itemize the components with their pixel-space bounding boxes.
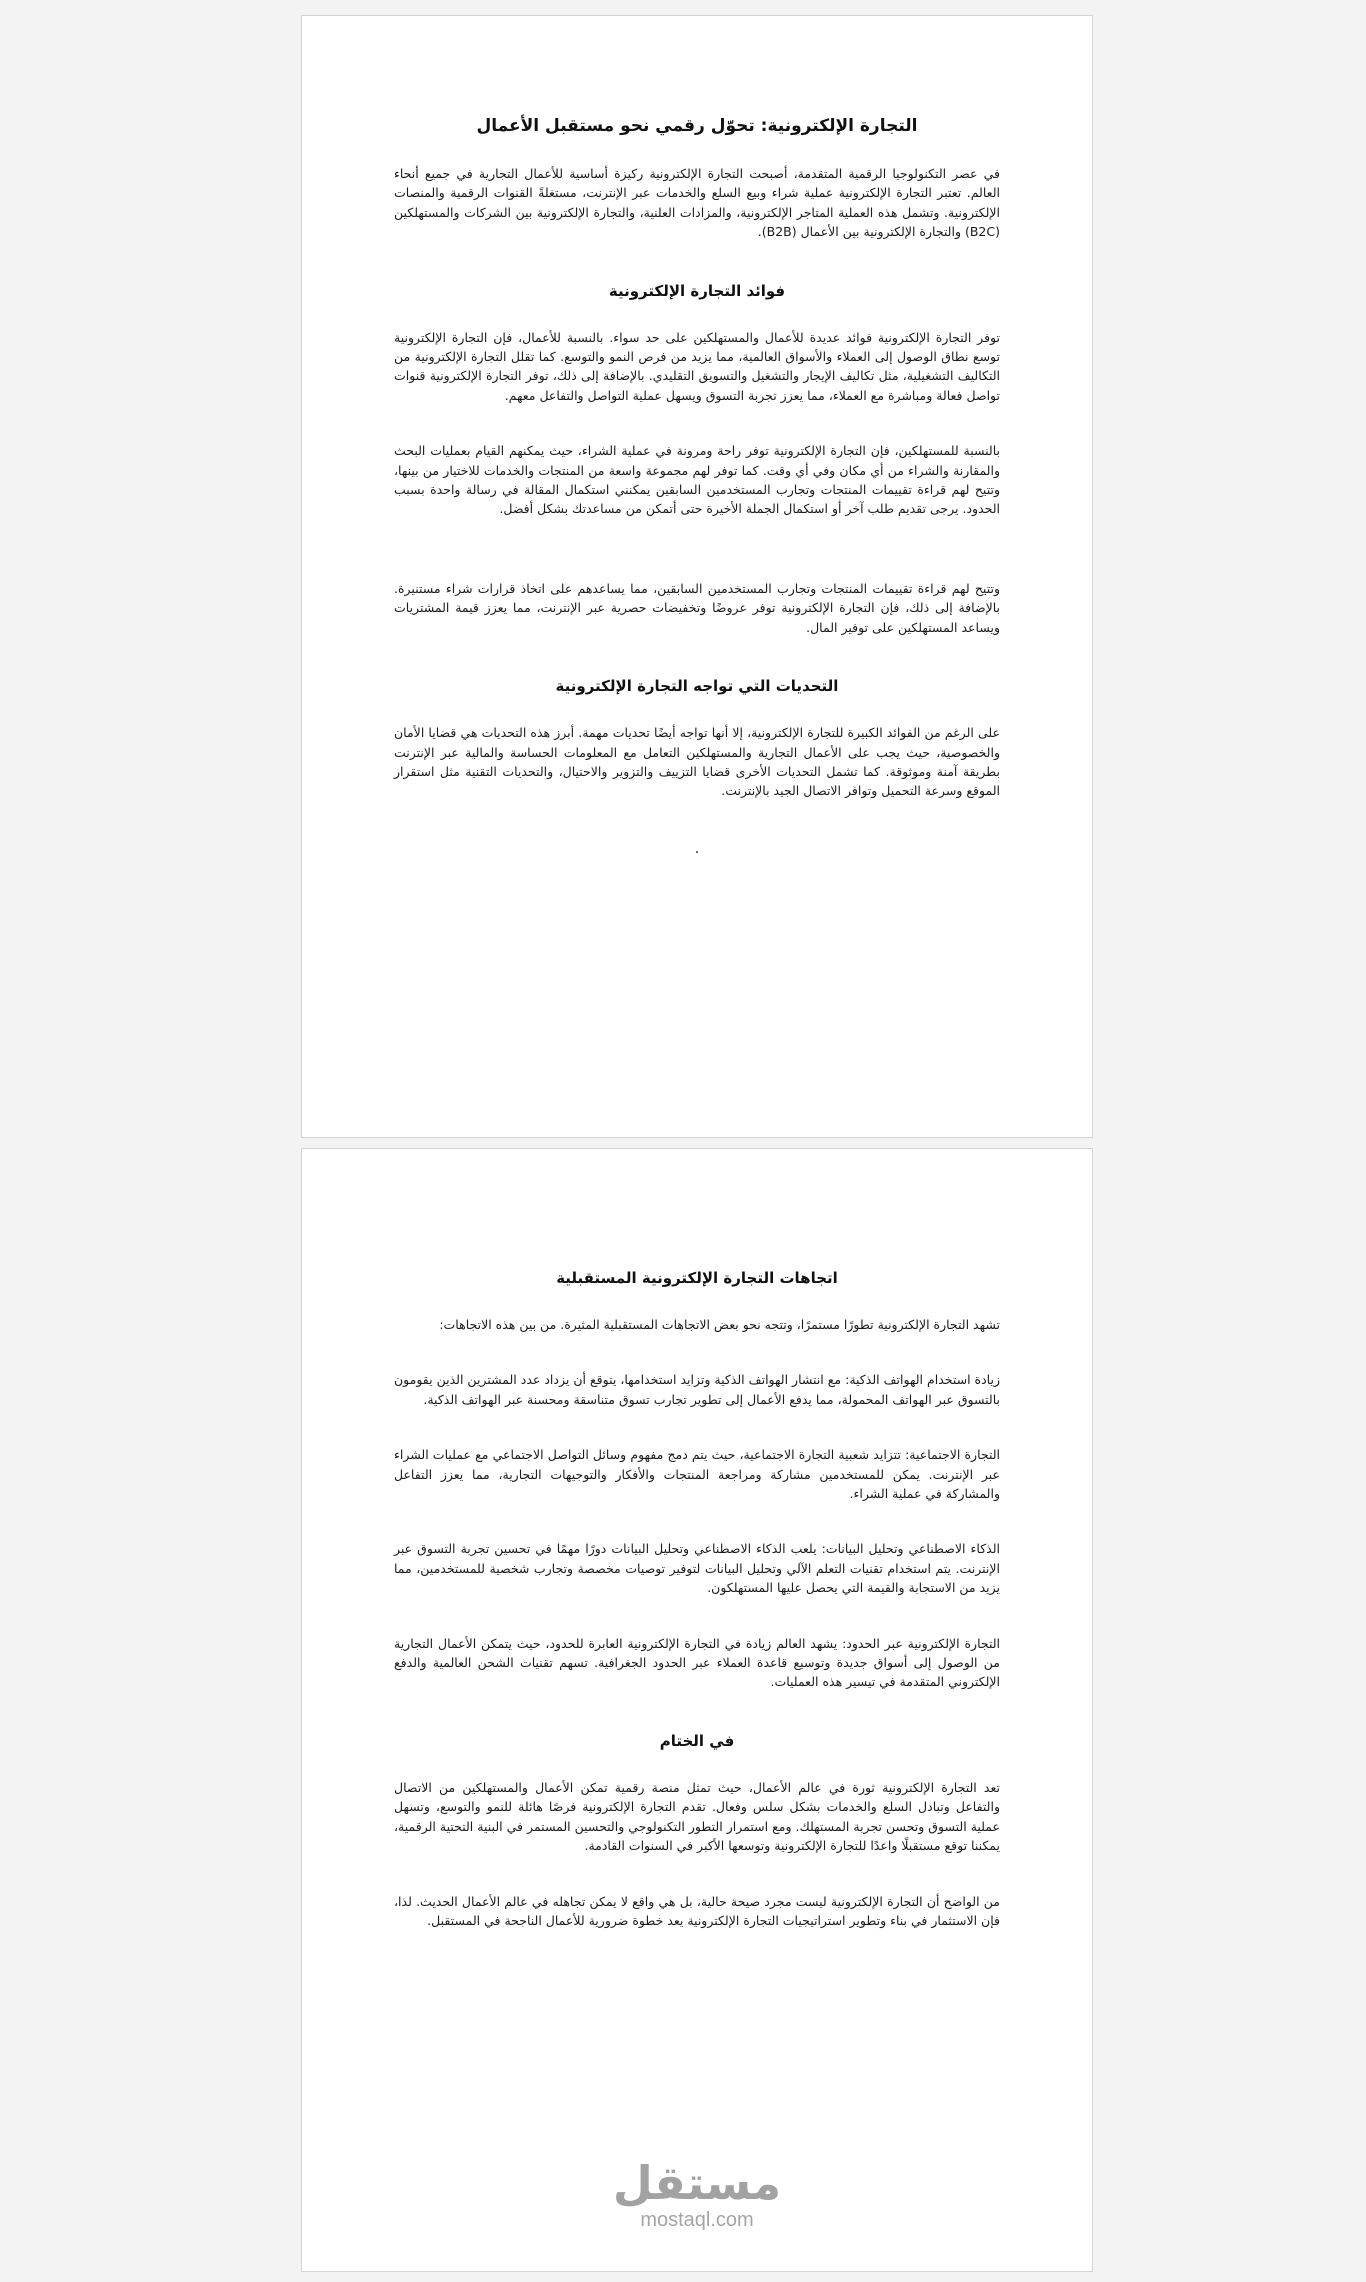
benefits-paragraph-1: توفر التجارة الإلكترونية فوائد عديدة للأعمال والمستهلكين على حد سواء. بالنسبة للأعمال، فإن التجارة الإلكترونية توسع نطاق الوصول إلى العملاء والأسواق العالمية، مما يزيد من فرص النمو والتوسع. كما تقلل التجارة الإلكترونية من التكاليف التشغيلية، مثل تكاليف الإيجار والتشغيل والتسويق التقليدي. بالإضافة إلى ذلك، توفر التجارة الإلكترونية قنوات تواصل فعالة ومباشرة مع العملاء، مما يعزز تجربة التسوق ويسهل عملية التواصل والتفاعل معهم. (394, 329, 1000, 403)
challenges-heading: التحديات التي تواجه التجارة الإلكترونية (555, 677, 839, 696)
mostaql-watermark (302, 2157, 1092, 2231)
conclusion-heading: في الختام (659, 1731, 735, 1750)
conclusion-paragraph-2: من الواضح أن التجارة الإلكترونية ليست مجرد صيحة حالية، بل هي واقع لا يمكن تجاهله في عالم الأعمال الحديث. لذا، فإن الاستثمار في بناء وتطوير استراتيجيات التجارة الإلكترونية يعد خطوة ضرورية للأعمال الناجحة في المستقبل. (394, 1893, 1000, 1928)
trends-heading: اتجاهات التجارة الإلكترونية المستقبلية (556, 1269, 838, 1287)
trend-mobile: زيادة استخدام الهواتف الذكية: مع انتشار الهواتف الذكية وتزايد استخدامها، يتوقع أن يزداد عدد المشترين الذين يقومون بالتسوق عبر الهواتف المحمولة، مما يدفع الأعمال إلى تطوير تجارب تسوق متناسقة ومحسنة عبر الهواتف الذكية. (394, 1372, 1000, 1407)
page-1-content (394, 112, 1000, 857)
trend-crossborder: التجارة الإلكترونية عبر الحدود: يشهد العالم زيادة في التجارة الإلكترونية العابرة للحدود، حيث يتمكن الأعمال التجارية من الوصول إلى أسواق جديدة وتوسيع قاعدة العملاء عبر الحدود الجغرافية. تسهم تقنيات الشحن العالمية والدفع الإلكتروني المتقدمة في تيسير هذه العمليات. (394, 1635, 1000, 1690)
benefits-paragraph-3: وتتيح لهم قراءة تقييمات المنتجات وتجارب المستخدمين السابقين، مما يساعدهم على اتخاذ قرارات شراء مستنيرة. بالإضافة إلى ذلك، فإن التجارة الإلكترونية توفر عروضًا وتخفيضات حصرية عبر الإنترنت، مما يعزز قيمة المشتريات ويساعد المستهلكين على توفير المال. (394, 580, 1000, 635)
watermark-arabic: مستقل (612, 2156, 782, 2210)
conclusion-paragraph-1: تعد التجارة الإلكترونية ثورة في عالم الأعمال، حيث تمثل منصة رقمية تمكن الأعمال والمستهلكين من الاتصال والتفاعل وتبادل السلع والخدمات بشكل سلس وفعال. تقدم التجارة الإلكترونية فرصًا هائلة للنمو والتوسع، وتسهل عملية التسوق وتحسن تجربة المستهلك. ومع استمرار التطور التكنولوجي والتحسين المستمر في البنية التحتية الرقمية، يمكننا توقع مستقبلًا واعدًا للتجارة الإلكترونية وتوسعها الأكبر في السنوات القادمة. (394, 1779, 1000, 1854)
trend-ai: الذكاء الاصطناعي وتحليل البيانات: يلعب الذكاء الاصطناعي وتحليل البيانات دورًا مهمًا في تحسين تجربة التسوق عبر الإنترنت. يتم استخدام تقنيات التعلم الآلي وتحليل البيانات لتوفير توصيات مخصصة وتجارب شخصية للمستخدمين، مما يزيد من الاستجابة والقيمة التي يحصل عليها المستهلكون. (394, 1541, 1000, 1596)
watermark-url: mostaql.com (640, 2209, 754, 2231)
benefits-paragraph-2: بالنسبة للمستهلكين، فإن التجارة الإلكترونية توفر راحة ومرونة في عملية الشراء، حيث يمكنهم القيام بعمليات البحث والمقارنة والشراء من أي مكان وفي أي وقت. كما توفر لهم مجموعة واسعة من المنتجات والخدمات للاختيار من بينها، وتتيح لهم قراءة تقييمات المنتجات وتجارب المستخدمين السابقين يمكنني استكمال المقالة في رسالة واحدة بسبب الحدود. يرجى تقديم طلب آخر أو استكمال الجملة الأخيرة حتى أتمكن من مساعدتك بشكل أفضل. (394, 443, 1000, 517)
document-title: التجارة الإلكترونية: تحوّل رقمي نحو مستقبل الأعمال (476, 116, 918, 136)
stray-mark: . (694, 840, 700, 857)
page-2-content (394, 1241, 1000, 1966)
trend-social: التجارة الاجتماعية: تتزايد شعبية التجارة الاجتماعية، حيث يتم دمج مفهوم وسائل التواصل الاجتماعي مع عمليات الشراء عبر الإنترنت. يمكن للمستخدمين مشاركة ومراجعة المنتجات والأفكار والتوجيهات التجارية، مما يعزز التفاعل والمشاركة في عملية الشراء. (394, 1447, 1000, 1502)
document-page-2 (301, 1148, 1093, 2272)
challenges-paragraph: على الرغم من الفوائد الكبيرة للتجارة الإلكترونية، إلا أنها تواجه أيضًا تحديات مهمة. أبرز هذه التحديات هي قضايا الأمان والخصوصية، حيث يجب على الأعمال التجارية والمستهلكين التعامل مع المعلومات الحساسة والمالية عبر الإنترنت بطريقة آمنة وموثوقة. كما تشمل التحديات الأخرى قضايا التزييف والتزوير والاحتيال، والتحديات التقنية مثل استقرار الموقع وسرعة التحميل وتوافر الاتصال الجيد بالإنترنت. (394, 725, 1000, 799)
intro-paragraph: في عصر التكنولوجيا الرقمية المتقدمة، أصبحت التجارة الإلكترونية ركيزة أساسية للأعمال التجارية في جميع أنحاء العالم. تعتبر التجارة الإلكترونية عملية شراء وبيع السلع والخدمات عبر الإنترنت، مستغلةً القنوات الرقمية والمنصات الإلكترونية. وتشمل هذه العملية المتاجر الإلكترونية، والمزادات العلنية، والتجارة الإلكترونية بين الشركات والمستهلكين (B2C) والتجارة الإلكترونية بين الأعمال (B2B). (394, 166, 1000, 240)
benefits-heading: فوائد التجارة الإلكترونية (608, 281, 786, 300)
document-page-1 (301, 15, 1093, 1138)
trends-intro: تشهد التجارة الإلكترونية تطورًا مستمرًا، وتتجه نحو بعض الاتجاهات المستقبلية المثيرة. من بين هذه الاتجاهات: (439, 1317, 1000, 1332)
